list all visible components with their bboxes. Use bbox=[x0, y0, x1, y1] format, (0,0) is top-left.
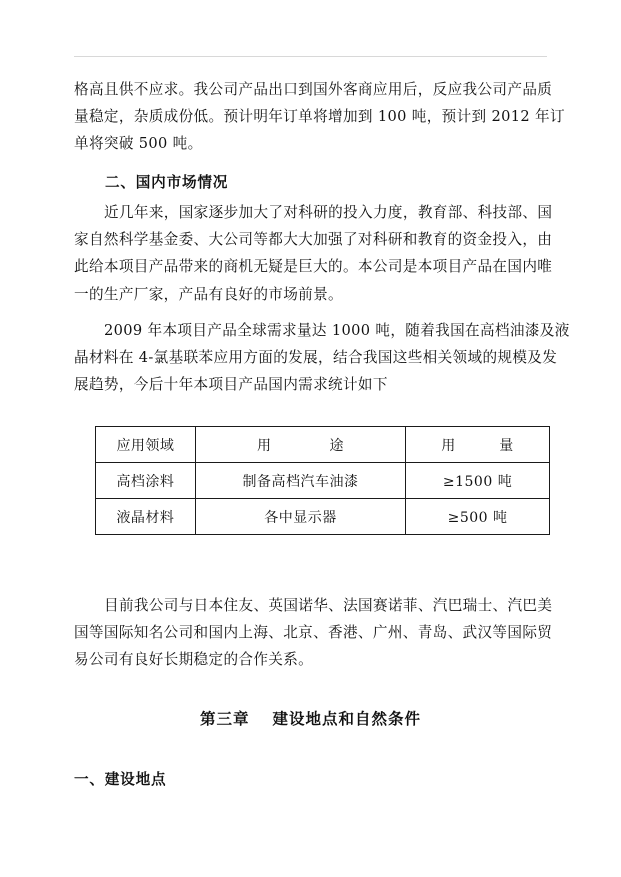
text-line: 量稳定，杂质成份低。预计明年订单将增加到 100 吨，预计到 2012 年订 bbox=[74, 108, 565, 126]
table-header-row bbox=[96, 427, 550, 463]
table-cell: ≥1500 吨 bbox=[406, 463, 550, 499]
text-line: 此给本项目产品带来的商机无疑是巨大的。本公司是本项目产品在国内唯 bbox=[74, 258, 553, 276]
paragraph-domestic-market bbox=[74, 199, 553, 308]
paragraph-partners bbox=[74, 592, 553, 674]
table-cell: 各中显示器 bbox=[195, 499, 405, 535]
text-line: 国等国际知名公司和国内上海、北京、香港、广州、青岛、武汉等国际贸 bbox=[74, 624, 553, 642]
text-line: 易公司有良好长期稳定的合作关系。 bbox=[74, 651, 314, 669]
header-rule bbox=[74, 56, 547, 57]
table-cell: 高档涂料 bbox=[96, 463, 196, 499]
section-heading-domestic-market: 二、国内市场情况 bbox=[105, 174, 229, 191]
text-line: 2009 年本项目产品全球需求量达 1000 吨，随着我国在高档油漆及液 bbox=[104, 322, 570, 339]
table-cell: 制备高档汽车油漆 bbox=[195, 463, 405, 499]
table-row bbox=[96, 499, 550, 535]
text-line: 晶材料在 4-氯基联苯应用方面的发展，结合我国这些相关领域的规模及发 bbox=[74, 349, 558, 367]
text-line: 近几年来，国家逐步加大了对科研的投入力度，教育部、科技部、国 bbox=[104, 204, 553, 221]
paragraph-global-demand bbox=[74, 317, 570, 399]
text-line: 家自然科学基金委、大公司等都大大加强了对科研和教育的资金投入，由 bbox=[74, 231, 553, 249]
text-line: 单将突破 500 吨。 bbox=[74, 135, 203, 153]
table-cell: ≥500 吨 bbox=[406, 499, 550, 535]
table-header-cell: 用 量 bbox=[406, 427, 550, 463]
table-row bbox=[96, 463, 550, 499]
table-header-cell: 应用领域 bbox=[96, 427, 196, 463]
subheading-construction-site: 一、建设地点 bbox=[74, 771, 167, 788]
text-line: 目前我公司与日本住友、英国诺华、法国赛诺菲、汽巴瑞士、汽巴美 bbox=[104, 597, 553, 614]
paragraph-export-quality bbox=[74, 76, 565, 158]
table-header-cell: 用 途 bbox=[195, 427, 405, 463]
text-line: 格高且供不应求。我公司产品出口到国外客商应用后，反应我公司产品质 bbox=[74, 81, 553, 98]
table-cell: 液晶材料 bbox=[96, 499, 196, 535]
chapter-title: 第三章 建设地点和自然条件 bbox=[200, 709, 421, 728]
text-line: 一的生产厂家，产品有良好的市场前景。 bbox=[74, 285, 343, 303]
text-line: 展趋势，今后十年本项目产品国内需求统计如下 bbox=[74, 376, 388, 394]
demand-table bbox=[95, 426, 550, 535]
